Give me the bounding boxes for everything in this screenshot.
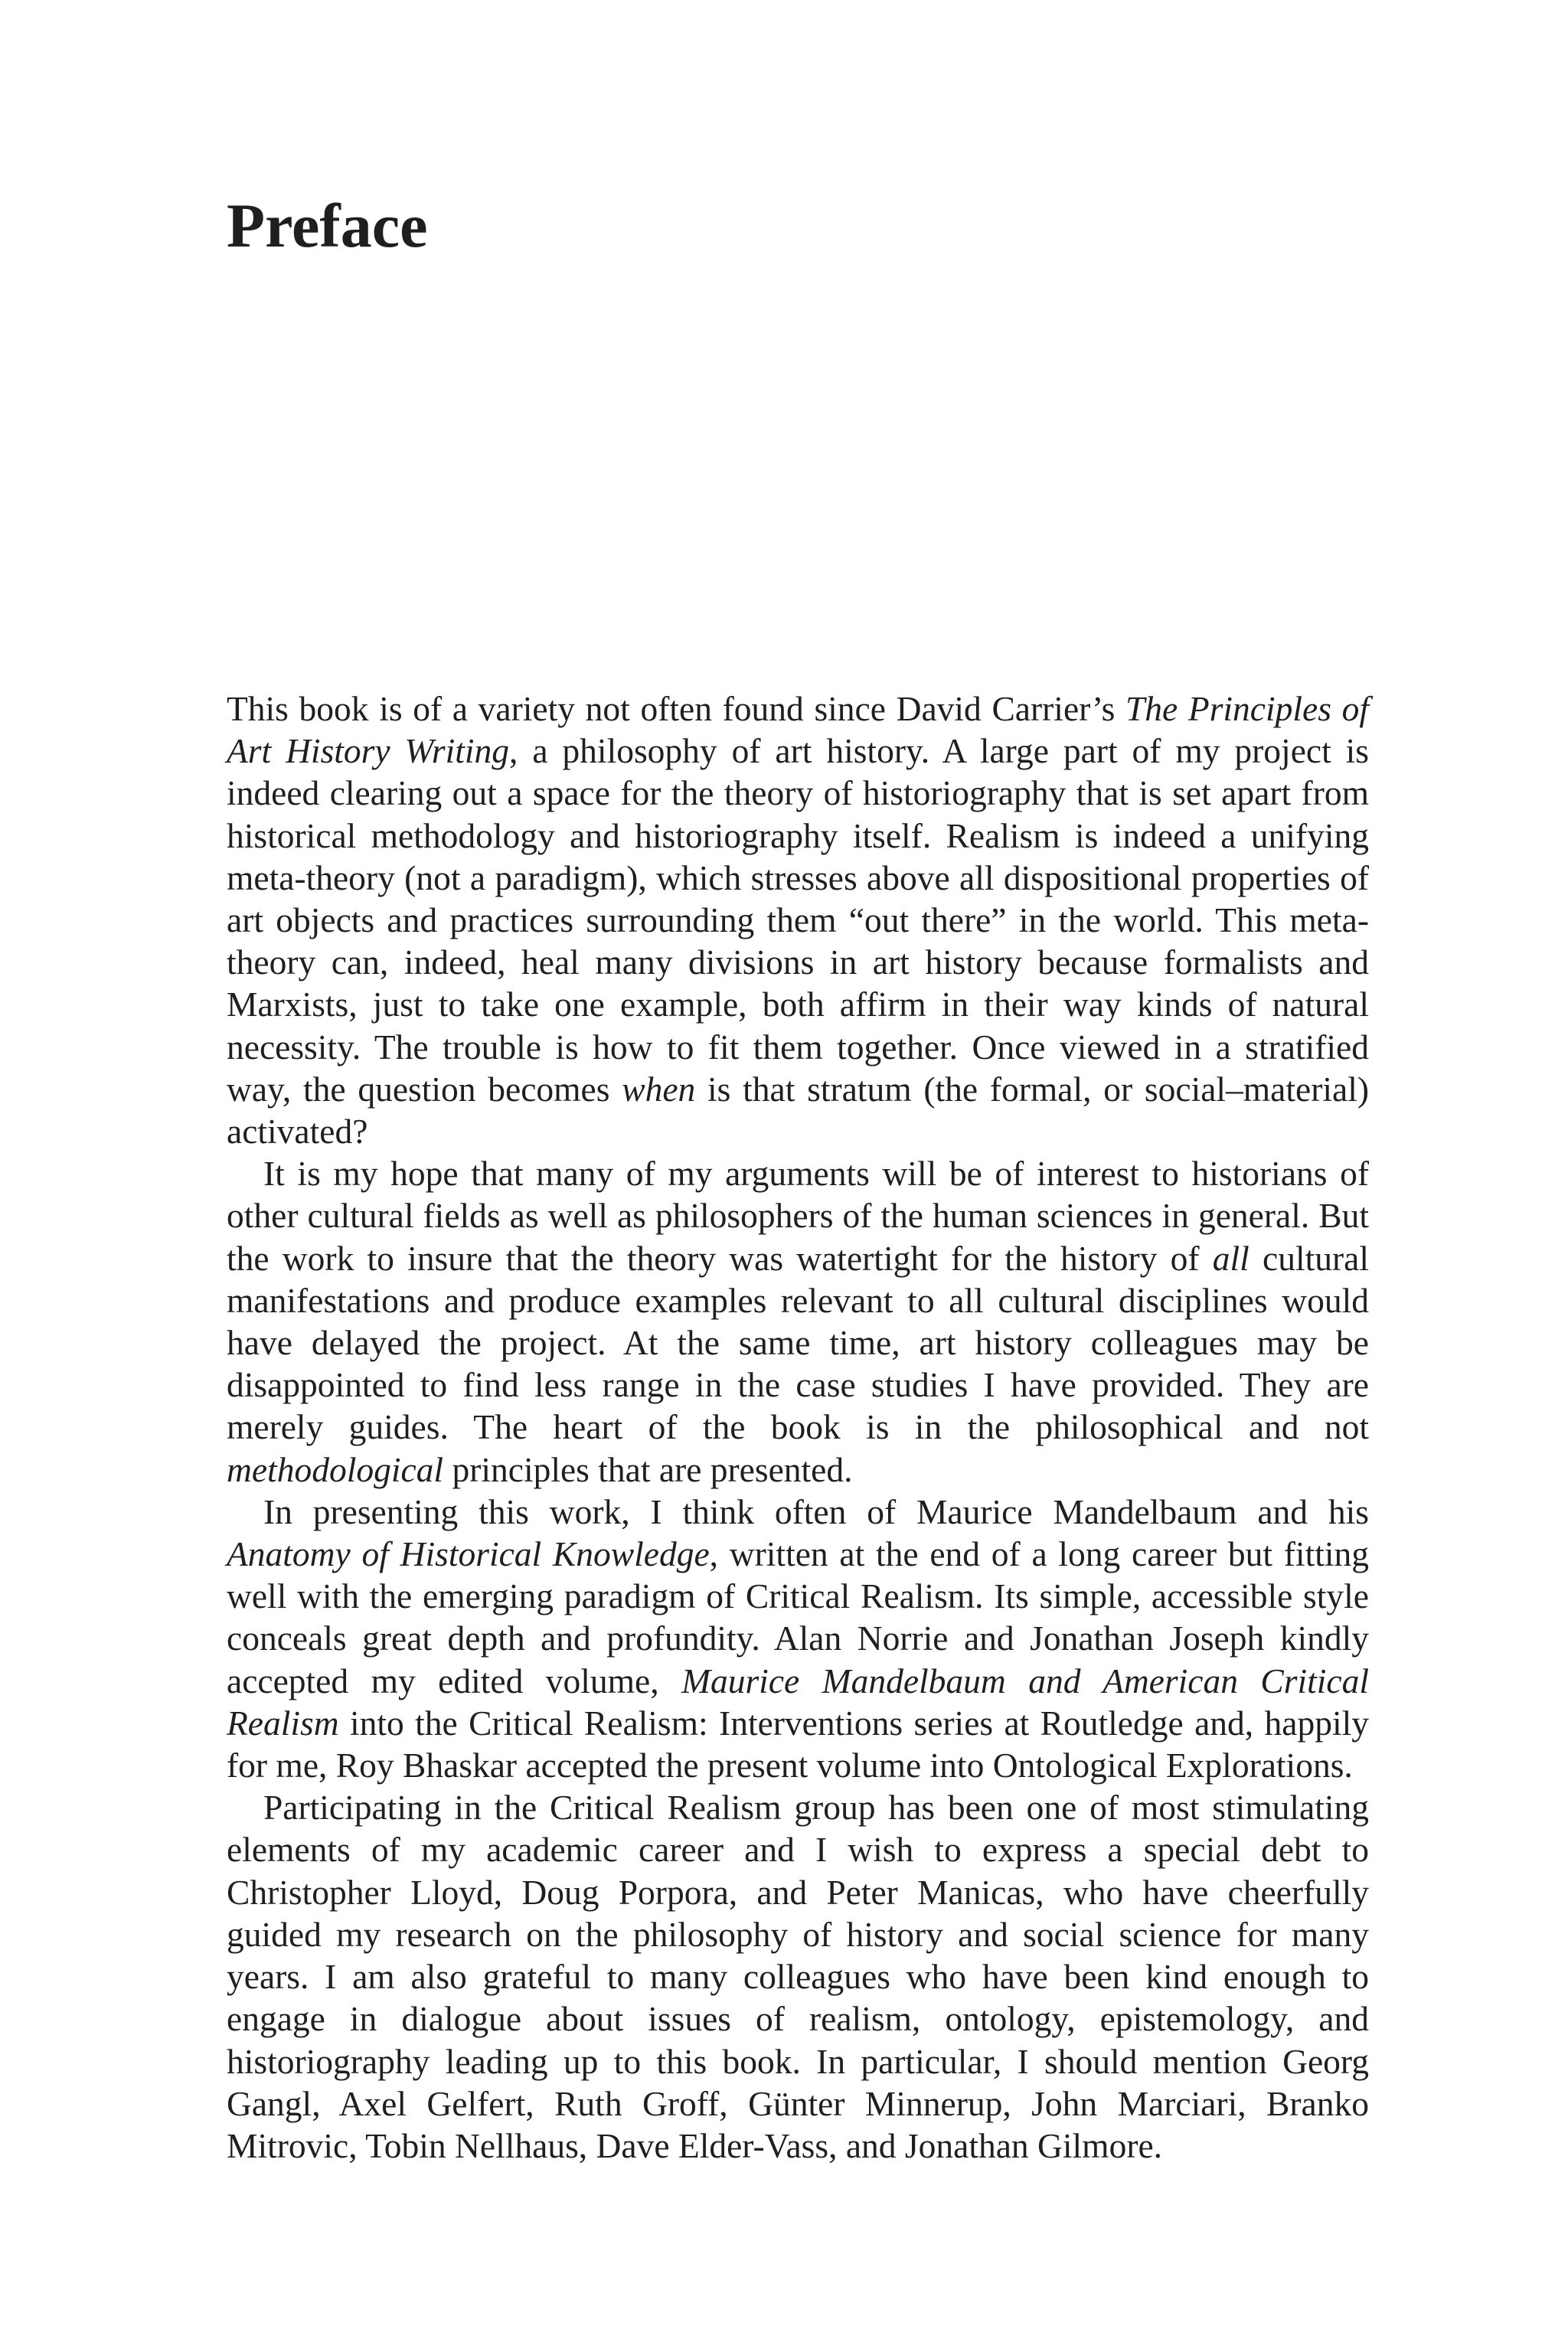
- emphasis-italic: all: [1212, 1238, 1250, 1278]
- text-run: into the Critical Realism: Interventions series at Routledge and, happily for me, Roy Bhaskar accepted the present volume into Ontological Explorations.: [227, 1703, 1369, 1785]
- text-run: Participating in the Critical Realism group has been one of most stimulating elements of my academic career and I wish to express a special debt to Christopher Lloyd, Doug Porpora, and Peter Manicas, who have cheerfully guided my research on the philosophy of history and social science for many years. I am also grateful to many colleagues who have been kind enough to engage in dialogue about issues of realism, ontology, epistemology, and historiography leading up to this book. In particular, I should mention Georg Gangl, Axel Gelfert, Ruth Groff, Günter Minnerup, John Marciari, Branko Mitrovic, Tobin Nellhaus, Dave Elder-Vass, and Jonathan Gilmore.: [227, 1788, 1369, 2165]
- text-run: In presenting this work, I think often of Maurice Mandelbaum and his: [263, 1491, 1369, 1531]
- paragraph-1: [227, 688, 1369, 1152]
- paragraph-2: [227, 1152, 1369, 1491]
- book-title-italic: Maurice Mandelbaum and American Critical Realism: [227, 1661, 1369, 1743]
- emphasis-italic: methodological: [227, 1449, 444, 1489]
- text-run: , written at the end of a long career but fitting well with the emerging paradigm of Critical Realism. Its simple, accessible style conceals great depth and profundity. Alan Norrie and Jonathan Joseph kindly accepted my edited volume,: [227, 1534, 1369, 1700]
- paragraph-4: [227, 1786, 1369, 2167]
- text-run: principles that are presented.: [443, 1449, 853, 1489]
- preface-body: [227, 688, 1369, 2167]
- text-run: , a philosophy of art history. A large part of my project is indeed clearing out a space for the theory of historiography that is set apart from historical methodology and historiography itself. Realism is indeed a unifying meta-theory (not a paradigm), which stresses above all dispositional properties of art objects and practices surrounding them “out there” in the world. This meta-theory can, indeed, heal many divisions in art history because formalists and Marxists, just to take one example, both affirm in their way kinds of natural necessity. The trouble is how to fit them together. Once viewed in a stratified way, the question becomes: [227, 731, 1369, 1109]
- text-run: This book is of a variety not often found since David Carrier’s: [227, 689, 1125, 728]
- page-title: Preface: [227, 191, 428, 260]
- book-title-italic: Anatomy of Historical Knowledge: [227, 1534, 710, 1574]
- text-run: cultural manifestations and produce examples relevant to all cultural disciplines would have delayed the project. At the same time, art history colleagues may be disappointed to find less range in the case studies I have provided. They are merely guides. The heart of the book is in the philosophical and not: [227, 1238, 1369, 1447]
- paragraph-3: [227, 1491, 1369, 1786]
- text-run: is that stratum (the formal, or social–material) activated?: [227, 1069, 1369, 1152]
- text-run: It is my hope that many of my arguments will be of interest to historians of other cultural fields as well as philosophers of the human sciences in general. But the work to insure that the theory was watertight for the history of: [227, 1154, 1369, 1278]
- book-title-italic: The Principles of Art History Writing: [227, 689, 1369, 771]
- emphasis-italic: when: [622, 1069, 696, 1109]
